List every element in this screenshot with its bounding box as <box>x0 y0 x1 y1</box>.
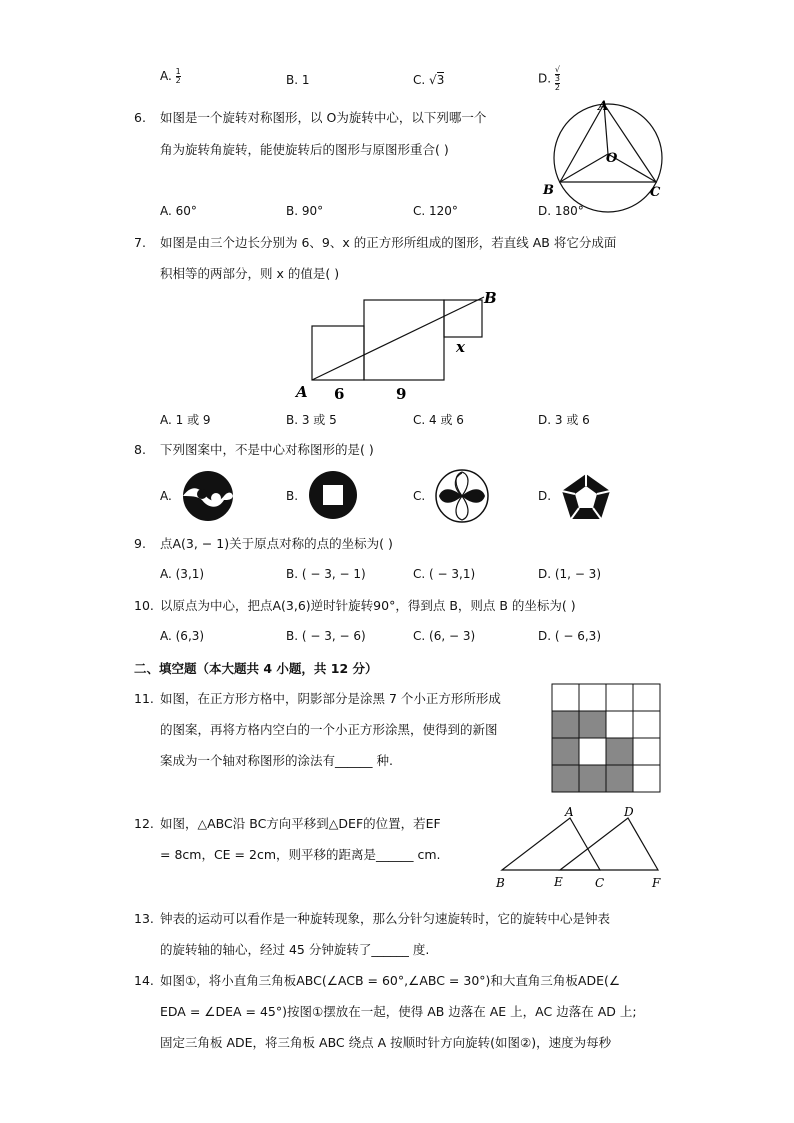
q5-option-b: B. 1 <box>286 73 310 87</box>
q9-number: 9. <box>134 536 146 551</box>
q13-line2: 的旋转轴的轴心，经过 45 分钟旋转了______ 度. <box>160 942 430 957</box>
q7-option-c: C. 4 或 6 <box>413 413 464 427</box>
q12-line1: 如图，△ABC沿 BC方向平移到△DEF的位置，若EF <box>160 816 441 831</box>
q7-line2: 积相等的两部分，则 x 的值是( ) <box>160 266 340 281</box>
q5-c-label: C. <box>413 73 426 87</box>
q8-number: 8. <box>134 442 146 457</box>
q12-label-d: D <box>624 805 634 819</box>
q12-label-b: B <box>496 876 505 890</box>
q7-square-x <box>444 300 482 337</box>
q14-line2: EDA = ∠DEA = 45°)按图①摆放在一起，使得 AB 边落在 AE 上，AC 边落在 AD 上; <box>160 1004 637 1019</box>
q12-label-f: F <box>652 876 661 890</box>
q5-d-fraction <box>555 66 560 92</box>
q5-d-denominator: 2 <box>554 83 560 92</box>
q8-figure-c-flower-icon <box>434 469 490 523</box>
q13-line1: 钟表的运动可以看作是一种旋转现象，那么分针匀速旋转时，它的旋转中心是钟表 <box>160 911 611 926</box>
q7-number: 7. <box>134 235 146 250</box>
q7-figure <box>290 285 510 405</box>
q6-option-d: D. 180° <box>538 204 584 218</box>
q7-line1: 如图是由三个边长分别为 6、9、x 的正方形所组成的图形，若直线 AB 将它分成面 <box>160 235 617 250</box>
q12-figure <box>490 800 670 892</box>
q10-line1: 以原点为中心，把点A(3,6)逆时针旋转90°，得到点 B，则点 B 的坐标为( ) <box>160 598 576 613</box>
q5-d-numerator: √ 3 <box>554 65 560 83</box>
q14-number: 14. <box>134 973 154 988</box>
q13-number: 13. <box>134 911 154 926</box>
q8-figure-a-yinyang-icon <box>180 470 236 522</box>
q5-a-numerator: 1 <box>175 67 181 76</box>
q5-a-denominator: 2 <box>175 76 181 85</box>
q6-segment-ob <box>560 154 608 182</box>
q5-option-d <box>538 66 560 92</box>
q10-option-d: D. ( − 6,3) <box>538 629 601 643</box>
q6-line2: 角为旋转角旋转，能使旋转后的图形与原图形重合( ) <box>160 142 449 157</box>
q10-option-c: C. (6, − 3) <box>413 629 476 643</box>
q8-figure-b-coin-icon <box>308 470 358 520</box>
q6-label-b: B <box>543 183 554 198</box>
q7-square-6 <box>312 326 364 380</box>
q5-a-label: A. <box>160 69 172 83</box>
q11-grid-figure <box>551 683 663 793</box>
q14-line3: 固定三角板 ADE，将三角板 ABC 绕点 A 按顺时针方向旋转(如图②)，速度为每秒 <box>160 1035 612 1050</box>
q6-label-o: O <box>606 151 618 166</box>
q7-option-b: B. 3 或 5 <box>286 413 337 427</box>
q5-option-a <box>160 68 181 85</box>
q8-line1: 下列图案中，不是中心对称图形的是( ) <box>160 442 374 457</box>
q12-number: 12. <box>134 816 154 831</box>
q12-line2: = 8cm，CE = 2cm，则平移的距离是______ cm. <box>160 847 441 862</box>
q6-label-c: C <box>650 185 661 200</box>
q10-number: 10. <box>134 598 154 613</box>
q12-label-a: A <box>565 805 574 819</box>
q9-option-c: C. ( − 3,1) <box>413 567 476 581</box>
q12-triangle-abc <box>502 818 600 870</box>
section2-title: 二、填空题（本大题共 4 小题，共 12 分） <box>134 661 378 676</box>
q12-label-c: C <box>595 876 605 890</box>
q5-option-c <box>413 73 444 87</box>
q7-label-x: x <box>456 338 465 356</box>
q11-shaded-cells <box>552 711 633 792</box>
q6-option-b: B. 90° <box>286 204 324 218</box>
q7-square-9 <box>364 300 444 380</box>
q6-line1: 如图是一个旋转对称图形，以 O为旋转中心，以下列哪一个 <box>160 110 487 125</box>
q11-line1: 如图，在正方形方格中，阴影部分是涂黑 7 个小正方形所形成 <box>160 691 501 706</box>
q7-label-9: 9 <box>396 385 407 403</box>
q6-label-a: A <box>598 99 609 114</box>
q5-d-label: D. <box>538 71 552 86</box>
q7-label-6: 6 <box>334 385 345 403</box>
q6-option-c: C. 120° <box>413 204 458 218</box>
q12-label-e: E <box>554 875 563 889</box>
q6-number: 6. <box>134 110 146 125</box>
q8-label-d: D. <box>538 489 552 503</box>
q11-line3: 案成为一个轴对称图形的涂法有______ 种. <box>160 753 393 768</box>
q7-option-d: D. 3 或 6 <box>538 413 590 427</box>
q9-option-b: B. ( − 3, − 1) <box>286 567 366 581</box>
q8-label-b: B. <box>286 489 299 503</box>
q8-label-a: A. <box>160 489 172 503</box>
q10-option-a: A. (6,3) <box>160 629 205 643</box>
sqrt-symbol: √ <box>429 73 437 87</box>
q7-label-b: B <box>484 289 497 307</box>
q11-number: 11. <box>134 691 154 706</box>
q8-label-c: C. <box>413 489 426 503</box>
q5-d-radicand: 3 <box>554 74 560 83</box>
q7-label-a: A <box>296 383 308 401</box>
q10-option-b: B. ( − 3, − 6) <box>286 629 366 643</box>
q9-option-d: D. (1, − 3) <box>538 567 601 581</box>
q6-option-a: A. 60° <box>160 204 197 218</box>
q7-option-a: A. 1 或 9 <box>160 413 211 427</box>
q9-line1: 点A(3, − 1)关于原点对称的点的坐标为( ) <box>160 536 393 551</box>
q8-figure-d-pentagon-icon <box>560 472 612 522</box>
q14-line1: 如图①，将小直角三角板ABC(∠ACB = 60°,∠ABC = 30°)和大直角三角板ADE(∠ <box>160 973 621 988</box>
q5-a-fraction <box>176 68 181 85</box>
q9-option-a: A. (3,1) <box>160 567 205 581</box>
q11-line2: 的图案，再将方格内空白的一个小正方形涂黑，使得到的新图 <box>160 722 498 737</box>
q5-c-radicand: 3 <box>436 73 445 87</box>
